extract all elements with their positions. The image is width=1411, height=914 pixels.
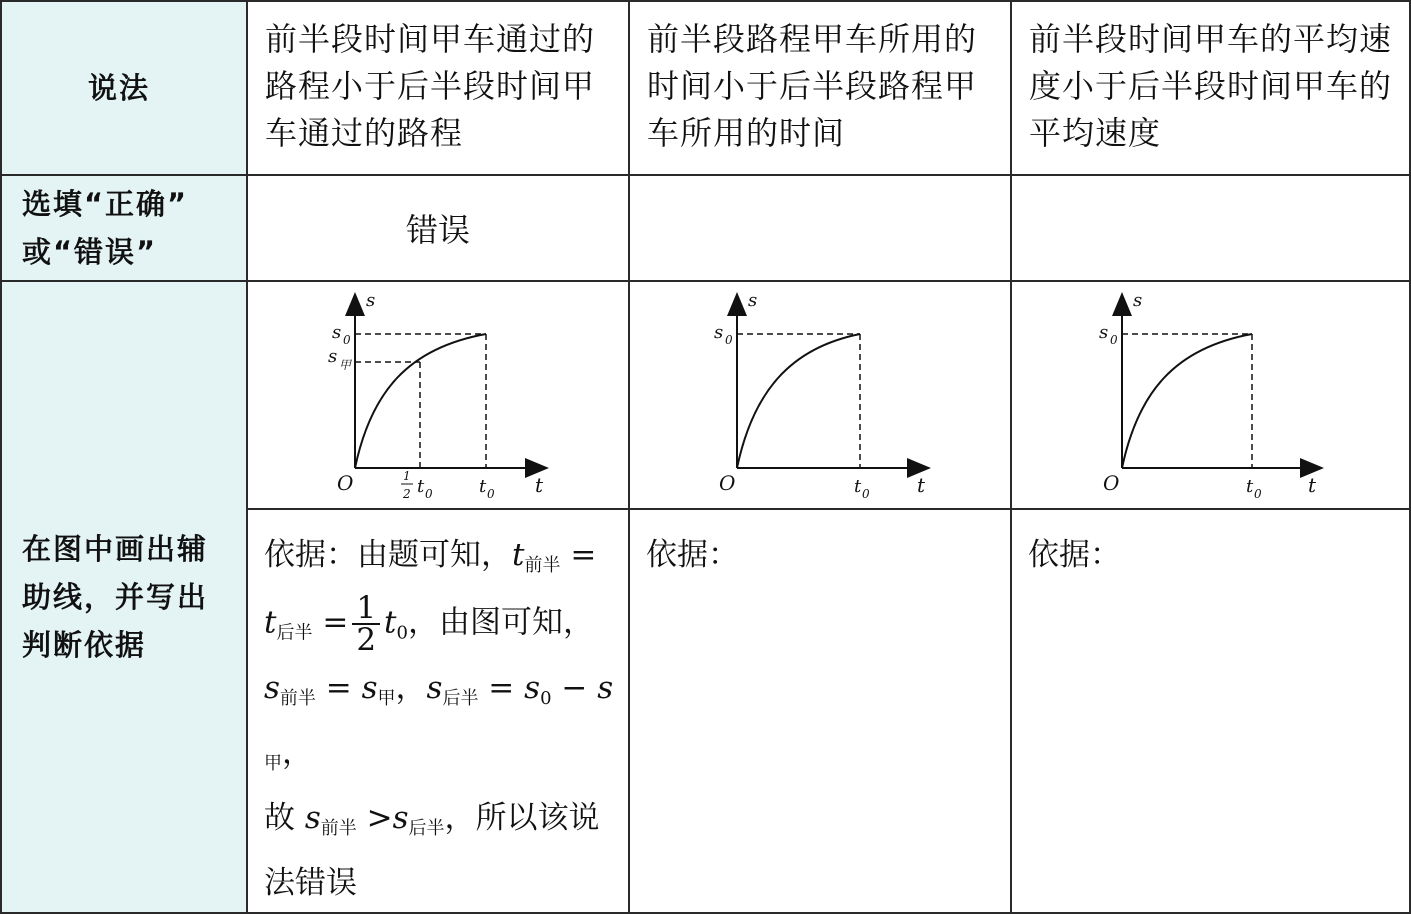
fill-in-header-line2: 或“错误” (22, 235, 158, 269)
fraction-denominator: 2 (356, 622, 377, 658)
s-axis-label: s (748, 290, 758, 311)
statement-cell-2 (629, 1, 1011, 175)
s-back-symbol-2: s (392, 799, 409, 836)
fraction-numerator: 1 (352, 593, 380, 625)
t-axis-label: t (535, 473, 544, 497)
half-denominator: 2 (403, 487, 411, 501)
t-back-symbol: t (264, 604, 277, 641)
fill-in-header (1, 175, 247, 281)
from-graph-text: ，由图可知， (407, 604, 594, 641)
s-front-symbol: s (264, 669, 280, 706)
statement-header-label: 说法 (88, 71, 151, 105)
s0-subscript: 0 (725, 333, 733, 347)
graph-cell-2[interactable] (629, 281, 1011, 509)
minus-sign: − (551, 669, 598, 706)
answer-cell-1[interactable] (247, 175, 629, 281)
s-t-curve (1122, 334, 1252, 468)
t-front-subscript: 前半 (524, 555, 561, 576)
basis-label-3: 依据： (1028, 537, 1121, 573)
equals-sign-4: = (478, 669, 525, 706)
statement-header (1, 1, 247, 175)
t0-label: t (479, 476, 487, 497)
equals-sign-1: = (560, 537, 597, 573)
s-back-subscript: 后半 (442, 687, 479, 709)
s0-subscript: 0 (1110, 333, 1118, 347)
t0-symbol: t (384, 604, 397, 641)
s-jia-subscript: 甲 (339, 358, 352, 372)
s-axis-label: s (1133, 290, 1143, 311)
statement-cell-1 (247, 1, 629, 175)
s-jia-subscript-2: 甲 (264, 752, 282, 774)
statement-text-3: 前半段时间甲车的平均速度小于后半段时间甲车的平均速度 (1029, 20, 1393, 152)
basis-cell-3[interactable] (1011, 509, 1410, 913)
t0-subscript: 0 (396, 622, 408, 644)
s0-label: s (1099, 322, 1109, 343)
s-front-subscript: 前半 (279, 687, 316, 709)
statement-text-1: 前半段时间甲车通过的路程小于后半段时间甲车通过的路程 (265, 20, 596, 152)
s0-label: s (332, 322, 342, 343)
s0-subscript: 0 (540, 687, 552, 709)
draw-header (1, 281, 247, 913)
half-t0-label: t (417, 476, 425, 497)
t-back-subscript: 后半 (276, 622, 313, 644)
statement-cell-3 (1011, 1, 1410, 175)
s-jia-symbol-2: s (597, 669, 614, 706)
s0-subscript: 0 (343, 333, 351, 347)
conclusion-text: ，所以该说法错误 (264, 799, 600, 901)
s-t-graph-2 (630, 282, 1010, 508)
basis-cell-1[interactable] (247, 509, 629, 913)
s-front-subscript-2: 前半 (320, 817, 357, 839)
half-numerator: 1 (403, 469, 411, 483)
statement-row (1, 1, 1410, 175)
basis-intro: 依据：由题可知， (264, 537, 512, 573)
s0-label: s (714, 322, 724, 343)
s-t-curve (737, 334, 860, 468)
comma-1: ， (395, 669, 427, 706)
s-jia-symbol: s (361, 669, 378, 706)
t0-subscript: 0 (862, 487, 870, 501)
fill-in-header-line1: 选填“正确” (22, 187, 189, 221)
basis-label-2: 依据： (646, 537, 739, 573)
graph-row (1, 281, 1410, 509)
s-front-symbol-2: s (304, 799, 321, 836)
draw-header-line2: 助线，并写出 (22, 580, 209, 614)
equals-sign-3: = (315, 669, 362, 706)
graph-cell-1[interactable] (247, 281, 629, 509)
t0-label: t (854, 476, 862, 497)
half-t0-subscript: 0 (425, 487, 433, 501)
s-jia-label: s (328, 346, 338, 367)
s-jia-subscript: 甲 (377, 687, 396, 709)
answer-cell-3[interactable] (1011, 175, 1410, 281)
one-half-fraction (352, 590, 380, 658)
s-t-graph-1 (248, 282, 628, 508)
t0-subscript: 0 (487, 487, 495, 501)
greater-than-sign: > (356, 799, 393, 836)
s-t-graph-3 (1012, 282, 1409, 508)
s-back-symbol: s (426, 669, 443, 706)
s-back-subscript-2: 后半 (408, 817, 445, 839)
answer-cell-2[interactable] (629, 175, 1011, 281)
t0-subscript: 0 (1254, 487, 1262, 501)
answer-row (1, 175, 1410, 281)
t-axis-label: t (917, 473, 926, 497)
origin-label: O (337, 471, 354, 495)
t-front-symbol: t (512, 537, 525, 573)
s-axis-label: s (366, 290, 376, 311)
graph-cell-3[interactable] (1011, 281, 1410, 509)
s0-symbol: s (524, 669, 541, 706)
t-axis-label: t (1308, 473, 1317, 497)
draw-header-line3: 判断依据 (22, 628, 147, 662)
t0-label: t (1246, 476, 1254, 497)
basis-text-1 (264, 528, 616, 910)
statement-text-2: 前半段路程甲车所用的时间小于后半段路程甲车所用的时间 (647, 20, 978, 152)
basis-cell-2[interactable] (629, 509, 1011, 913)
origin-label: O (719, 471, 736, 495)
equals-sign-2: = (312, 604, 349, 641)
comma-2: ， (282, 734, 313, 771)
therefore-text: 故 (264, 799, 305, 836)
draw-header-line1: 在图中画出辅 (22, 532, 209, 566)
origin-label: O (1103, 471, 1120, 495)
answer-text-1: 错误 (405, 211, 470, 249)
